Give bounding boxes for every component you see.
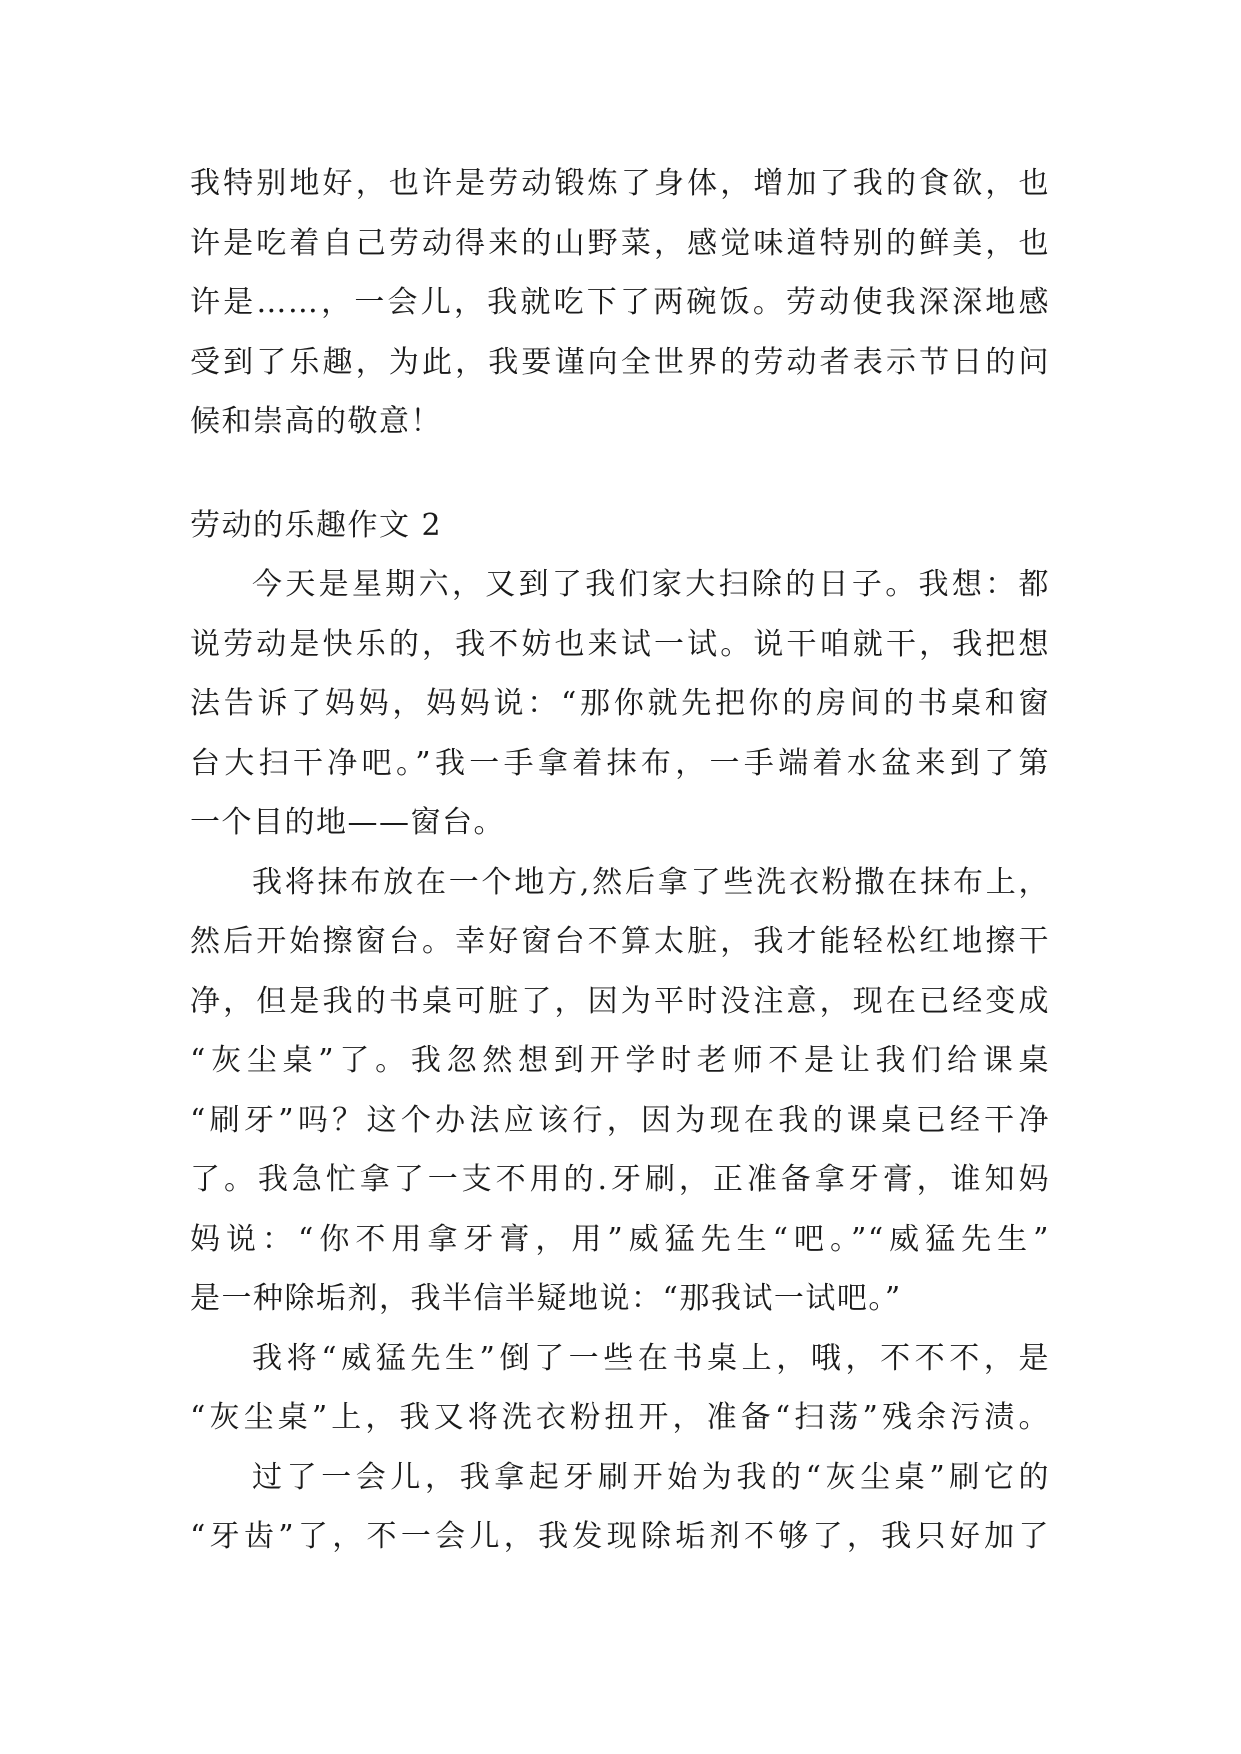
text-line: 然后开始擦窗台。幸好窗台不算太脏，我才能轻松红地擦干 bbox=[190, 924, 1050, 959]
paragraph-2 bbox=[190, 853, 1050, 1329]
section-title: 劳动的乐趣作文 2 bbox=[190, 507, 443, 543]
text-line: 净，但是我的书桌可脏了，因为平时没注意，现在已经变成 bbox=[190, 983, 1050, 1019]
text-line: 说劳动是快乐的，我不妨也来试一试。说干咱就干，我把想 bbox=[190, 626, 1050, 662]
text-line: 妈说：“你不用拿牙膏，用”威猛先生“吧。”“威猛先生” bbox=[190, 1221, 1050, 1257]
paragraph-3 bbox=[190, 1329, 1050, 1448]
section-gap bbox=[190, 452, 1050, 496]
text-line: “牙齿”了，不一会儿，我发现除垢剂不够了，我只好加了 bbox=[190, 1519, 1050, 1554]
text-line: 我将“威猛先生”倒了一些在书桌上，哦，不不不，是 bbox=[252, 1340, 1050, 1376]
text-line: 是一种除垢剂，我半信半疑地说：“那我试一试吧。” bbox=[190, 1281, 902, 1316]
text-line: 法告诉了妈妈，妈妈说：“那你就先把你的房间的书桌和窗 bbox=[190, 686, 1050, 721]
paragraph-4 bbox=[190, 1448, 1050, 1567]
text-line: 许是吃着自己劳动得来的山野菜，感觉味道特别的鲜美，也 bbox=[190, 225, 1050, 261]
text-line: 许是……，一会儿，我就吃下了两碗饭。劳动使我深深地感 bbox=[190, 285, 1050, 320]
text-line: 了。我急忙拿了一支不用的.牙刷，正准备拿牙膏，谁知妈 bbox=[190, 1162, 1050, 1197]
text-line: 台大扫干净吧。”我一手拿着抹布，一手端着水盆来到了第 bbox=[190, 745, 1050, 781]
text-line: “灰尘桌”了。我忽然想到开学时老师不是让我们给课桌 bbox=[190, 1043, 1050, 1078]
text-line: 候和崇高的敬意！ bbox=[190, 404, 442, 439]
text-line: 我特别地好，也许是劳动锻炼了身体，增加了我的食欲，也 bbox=[190, 166, 1050, 201]
text-line: 我将抹布放在一个地方,然后拿了些洗衣粉撒在抹布上， bbox=[252, 864, 1050, 900]
text-line: 今天是星期六，又到了我们家大扫除的日子。我想：都 bbox=[252, 567, 1050, 602]
text-line: “刷牙”吗？这个办法应该行，因为现在我的课桌已经干净 bbox=[190, 1102, 1050, 1138]
text-line: “灰尘桌”上，我又将洗衣粉扭开，准备“扫荡”残余污渍。 bbox=[190, 1400, 1050, 1435]
text-line: 一个目的地——窗台。 bbox=[190, 805, 505, 840]
paragraph-1 bbox=[190, 555, 1050, 853]
document-body bbox=[190, 154, 1050, 1567]
paragraph-continued bbox=[190, 154, 1050, 452]
text-line: 受到了乐趣，为此，我要谨向全世界的劳动者表示节日的问 bbox=[190, 344, 1050, 380]
text-line: 过了一会儿，我拿起牙刷开始为我的“灰尘桌”刷它的 bbox=[252, 1459, 1050, 1495]
